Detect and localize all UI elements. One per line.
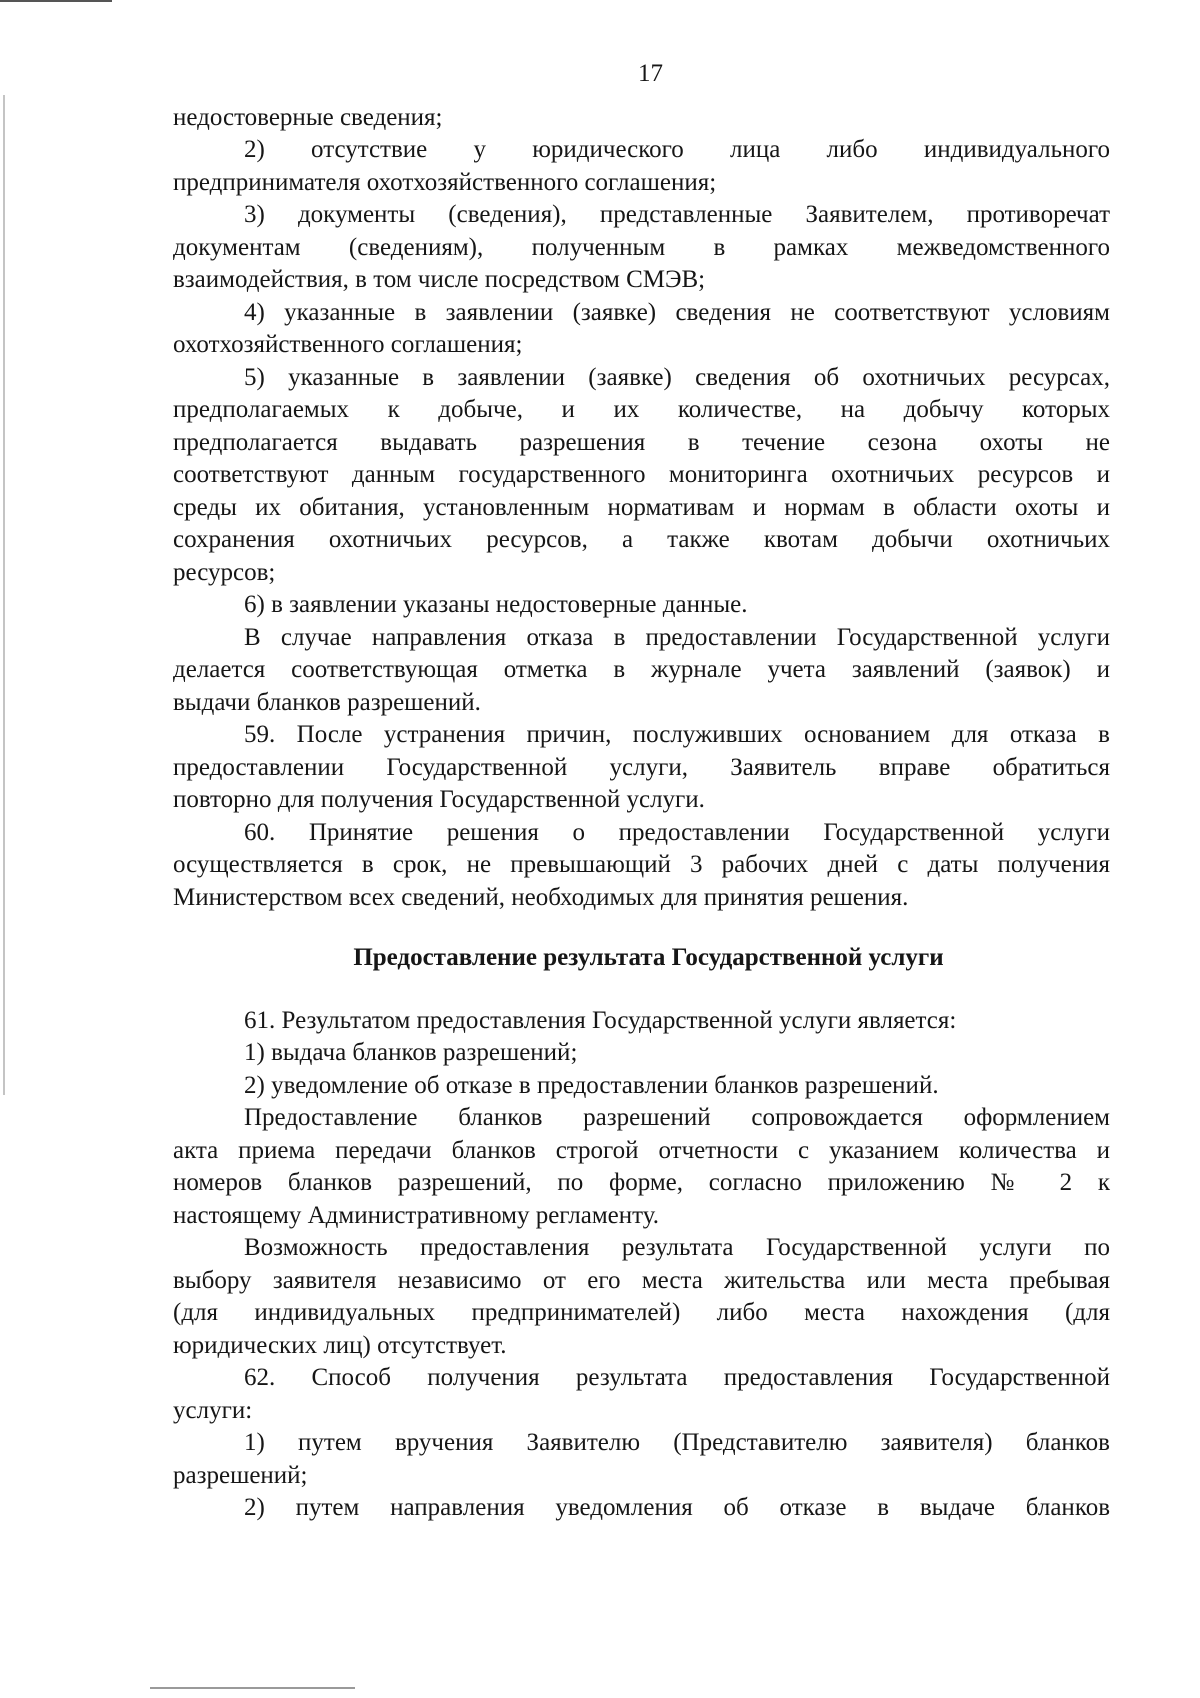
text-line: 60. Принятие решения о предоставлении Государственной услуги — [244, 818, 1110, 846]
paragraph — [173, 199, 1110, 297]
scan-edge-bottom — [150, 1687, 355, 1689]
paragraph — [173, 297, 1110, 362]
text-line: 3) документы (сведения), представленные Заявителем, противоречат — [244, 201, 1110, 228]
text-line: сохранения охотничьих ресурсов, а также квотам добычи охотничьих — [173, 526, 1110, 553]
text-line: разрешений; — [173, 1461, 308, 1489]
paragraph — [173, 1492, 1110, 1525]
text-line: предоставлении Государственной услуги, Заявитель вправе обратиться — [173, 753, 1110, 781]
text-line: юридических лиц) отсутствует. — [173, 1331, 507, 1359]
text-line: Предоставление бланков разрешений сопровождается оформлением — [244, 1104, 1110, 1131]
text-line: выбору заявителя независимо от его места жительства или места пребывая — [173, 1266, 1110, 1294]
text-line: ресурсов; — [173, 558, 276, 586]
paragraph — [173, 134, 1110, 199]
text-line: предпринимателя охотхозяйственного соглашения; — [173, 168, 717, 196]
text-line: документам (сведениям), полученным в рамках межведомственного — [173, 233, 1110, 261]
text-line: акта приема передачи бланков строгой отчетности с указанием количества и — [173, 1136, 1110, 1164]
text-line: 59. После устранения причин, послуживших основанием для отказа в — [244, 721, 1110, 748]
page-number: 17 — [638, 60, 663, 87]
text-line: (для индивидуальных предпринимателей) либо места нахождения (для — [173, 1299, 1110, 1326]
text-line: 61. Результатом предоставления Государственной услуги является: — [244, 1006, 957, 1034]
text-line: В случае направления отказа в предоставлении Государственной услуги — [244, 623, 1110, 651]
text-line: 6) в заявлении указаны недостоверные данные. — [244, 591, 748, 618]
text-line: 2) уведомление об отказе в предоставлении бланков разрешений. — [244, 1071, 939, 1099]
text-line: 4) указанные в заявлении (заявке) сведения не соответствуют условиям — [244, 298, 1110, 326]
paragraph — [173, 1037, 1110, 1070]
paragraph — [173, 1232, 1110, 1362]
scan-edge-top — [0, 0, 112, 2]
text-line: Министерством всех сведений, необходимых для принятия решения. — [173, 883, 909, 911]
body-text-after-heading — [173, 1005, 1110, 1525]
text-line: 1) путем вручения Заявителю (Представителю заявителя) бланков — [244, 1429, 1110, 1456]
text-line: 62. Способ получения результата предоставления Государственной — [244, 1364, 1110, 1391]
text-line: среды их обитания, установленным нормативам и нормам в области охоты и — [173, 493, 1110, 521]
text-line: 5) указанные в заявлении (заявке) сведения об охотничьих ресурсах, — [244, 363, 1110, 391]
paragraph — [173, 362, 1110, 590]
text-line: делается соответствующая отметка в журнале учета заявлений (заявок) и — [173, 656, 1110, 683]
text-line: взаимодействия, в том числе посредством СМЭВ; — [173, 266, 706, 293]
text-line: 2) отсутствие у юридического лица либо индивидуального — [244, 136, 1110, 163]
document-page — [173, 58, 1110, 1525]
paragraph — [173, 622, 1110, 720]
paragraph — [173, 1362, 1110, 1427]
text-line: выдачи бланков разрешений. — [173, 688, 481, 716]
paragraph — [173, 1005, 1110, 1038]
text-line: номеров бланков разрешений, по форме, согласно приложению № 2 к — [173, 1169, 1110, 1196]
text-line: охотхозяйственного соглашения; — [173, 331, 523, 358]
scan-edge-left — [3, 95, 5, 1095]
paragraph — [173, 1070, 1110, 1103]
text-line: соответствуют данным государственного мониторинга охотничьих ресурсов и — [173, 461, 1110, 488]
paragraph — [173, 1102, 1110, 1232]
section-heading: Предоставление результата Государственной услуги — [353, 944, 944, 971]
body-text-before-heading — [173, 102, 1110, 915]
paragraph — [173, 589, 1110, 622]
text-line: Возможность предоставления результата Государственной услуги по — [244, 1234, 1110, 1261]
paragraph — [173, 102, 1110, 135]
text-line: повторно для получения Государственной услуги. — [173, 786, 705, 813]
text-line: осуществляется в срок, не превышающий 3 рабочих дней с даты получения — [173, 851, 1110, 878]
paragraph — [173, 1427, 1110, 1492]
paragraph — [173, 719, 1110, 817]
paragraph — [173, 817, 1110, 915]
text-line: предполагаемых к добыче, и их количестве, на добычу которых — [173, 396, 1110, 423]
text-line: предполагается выдавать разрешения в течение сезона охоты не — [173, 428, 1110, 456]
text-line: 2) путем направления уведомления об отказе в выдаче бланков — [244, 1494, 1110, 1521]
text-line: услуги: — [173, 1396, 253, 1424]
text-line: 1) выдача бланков разрешений; — [244, 1039, 578, 1066]
text-line: настоящему Административному регламенту. — [173, 1201, 659, 1229]
text-line: недостоверные сведения; — [173, 103, 443, 131]
